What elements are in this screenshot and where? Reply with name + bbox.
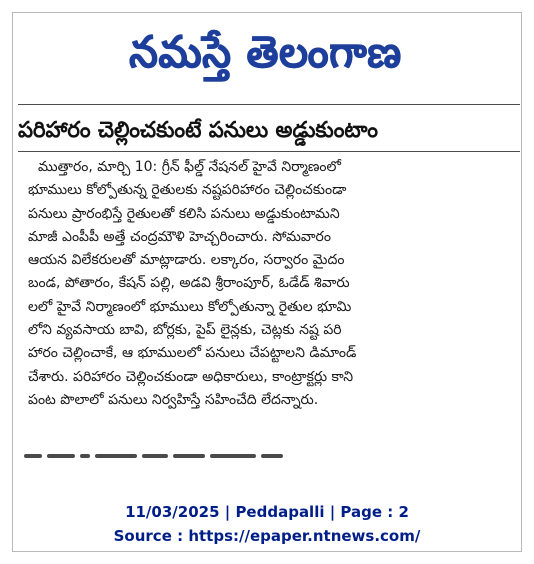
article-line: ఆయన విలేకరులతో మాట్లాడారు. లక్కారం, సర్వారం మైదం — [28, 252, 345, 269]
article-line: మాజీ ఎంపీపీ అత్తే చంద్రమౌళి హెచ్చరించారు. సోమవారం — [28, 228, 331, 245]
article-line: బండ, పోతారం, కేషన్ పల్లి, అడవి శ్రీరాంపూర్, ఓడేడ్ శివారు — [28, 275, 350, 292]
footer-meta: 11/03/2025 | Peddapalli | Page : 2 — [125, 503, 409, 521]
article-body — [28, 156, 490, 412]
article-line: ముత్తారం, మార్చి 10: గ్రీన్ ఫీల్డ్ నేషనల్ హైవే నిర్మాణంలో — [38, 159, 341, 175]
masthead-divider — [18, 104, 520, 105]
newspaper-masthead — [58, 17, 472, 89]
article-headline: పరిహారం చెల్లించకుంటే పనులు అడ్డుకుంటాం — [18, 118, 378, 143]
footer-source: Source : https://epaper.ntnews.com/ — [113, 527, 421, 545]
article-line: పనులు ప్రారంభిస్తే రైతులతో కలిసి పనులు అడ్డుకుంటామని — [28, 205, 340, 222]
article-line: లోని వ్యవసాయ బావి, బోర్లకు, పైప్ లైన్లకు, చెట్లకు నష్ట పరి — [28, 322, 342, 339]
masthead-title: నమస్తే తెలంగాణ — [128, 27, 402, 78]
article-line: భూములు కోల్పోతున్న రైతులకు నష్టపరిహారం చెల్లించకుండా — [28, 182, 347, 199]
clipping-footer — [0, 500, 534, 548]
truncated-next-headline — [24, 452, 324, 459]
article-line: పంట పొలాలో పనులు నిర్వహిస్తే సహించేది లేదన్నారు. — [28, 391, 319, 408]
article-line: లలో హైవే నిర్మాణంలో భూములు కోల్పోతున్నా రైతుల భూమి — [28, 298, 352, 315]
article-line: చేశారు. పరిహారం చెల్లించకుండా అధికారులు, కాంట్రాక్టర్లు కాని — [28, 368, 354, 385]
headline-divider — [18, 151, 520, 152]
article-line: హారం చెల్లించాకే, ఆ భూములలో పనులు చేపట్టాలని డిమాండ్ — [28, 345, 357, 362]
